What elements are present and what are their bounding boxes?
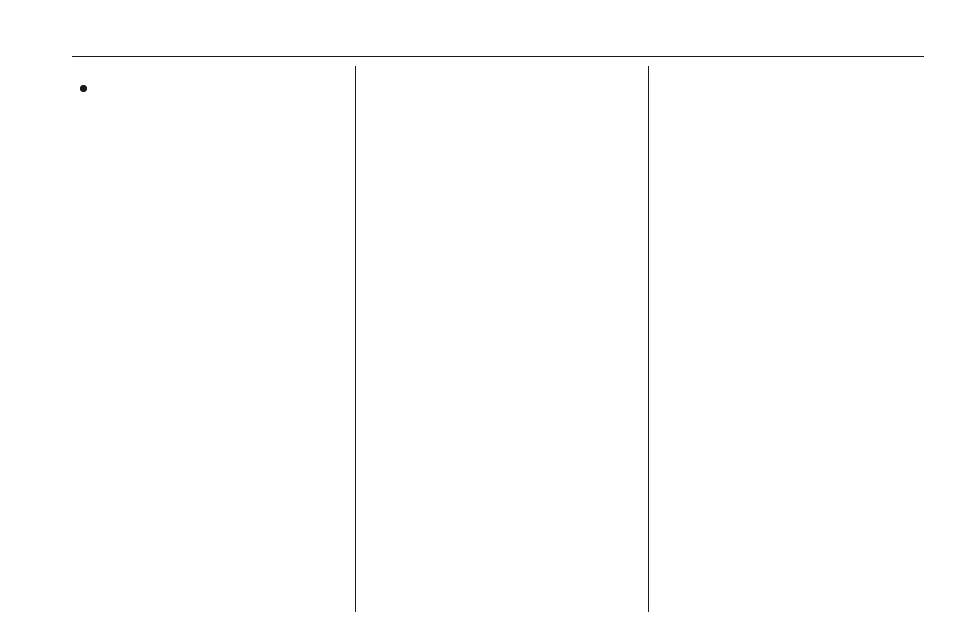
- column-divider-2: [648, 66, 649, 612]
- header-divider: [72, 56, 924, 57]
- column-2: [370, 66, 640, 76]
- column-1: [72, 66, 348, 78]
- column-divider-1: [355, 66, 356, 612]
- column-3: [663, 66, 925, 76]
- page-header: [0, 0, 960, 57]
